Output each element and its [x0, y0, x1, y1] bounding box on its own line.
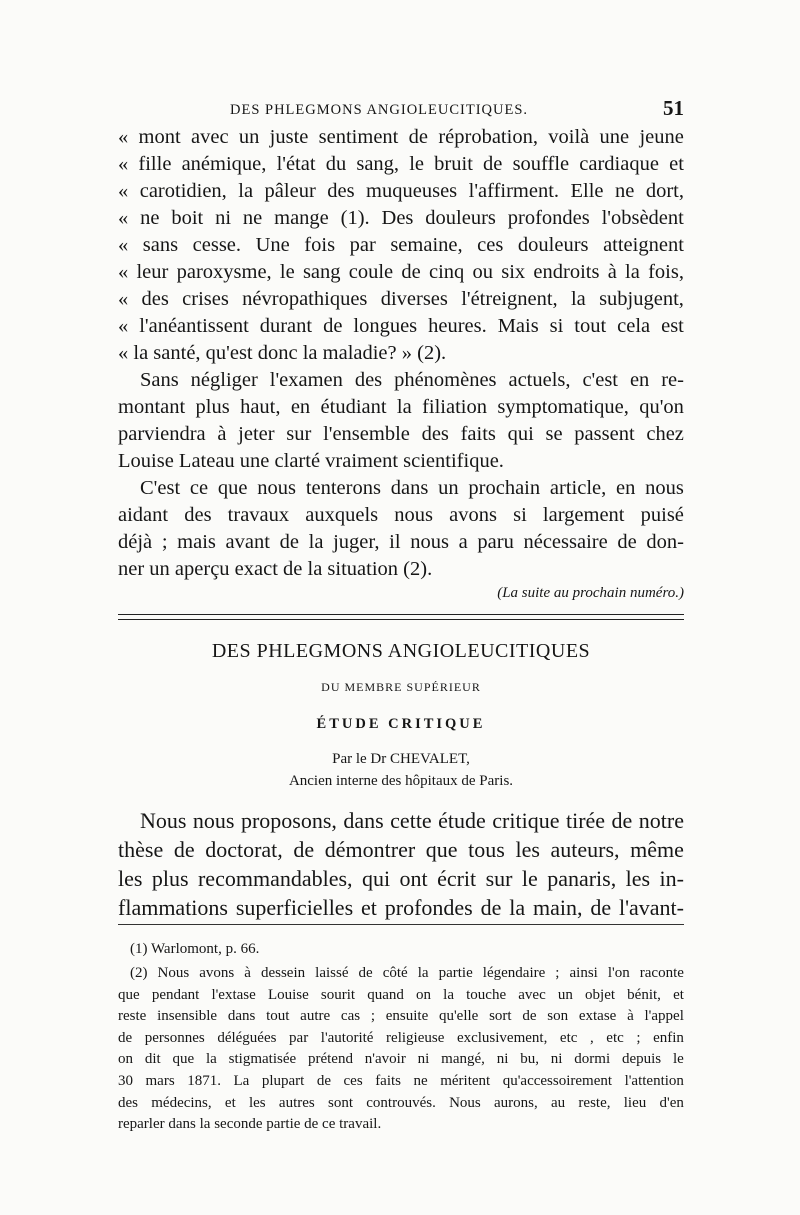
quote-line: « ne boit ni ne mange (1). Des douleurs profondes l'obsèdent	[118, 207, 684, 229]
section-divider-top	[118, 614, 684, 615]
footnote-line: que pendant l'extase Louise sourit quand on la touche avec un objet bénit, et	[118, 986, 684, 1003]
footnote-line: des médecins, et les autres sont controuvés. Nous aurons, au reste, lieu d'en	[118, 1094, 684, 1111]
article-subtitle: DU MEMBRE SUPÉRIEUR	[321, 680, 481, 694]
footnote-line: on dit que la stigmatisée prétend n'avoir ni mangé, ni bu, ni dormi depuis le	[118, 1051, 684, 1068]
quote-line: « des crises névropathiques diverses l'étreignent, la subjugent,	[118, 288, 684, 310]
intro-line: flammations superficielles et profondes de la main, de l'avant-	[118, 895, 684, 920]
quote-line: « l'anéantissent durant de longues heures. Mais si tout cela est	[118, 315, 684, 337]
footnote-2	[118, 963, 684, 1136]
quote-line: « carotidien, la pâleur des muqueuses l'affirment. Elle ne dort,	[118, 180, 684, 202]
footnote-line: (1) Warlomont, p. 66.	[130, 941, 260, 957]
running-title: DES PHLEGMONS ANGIOLEUCITIQUES.	[230, 102, 529, 118]
footnote-1	[118, 939, 684, 961]
intro-line: Nous nous proposons, dans cette étude critique tirée de notre	[140, 808, 684, 833]
intro-line: thèse de doctorat, de démontrer que tous les auteurs, même	[118, 837, 684, 862]
article-author: Par le Dr CHEVALET,	[332, 751, 470, 767]
paragraph-line: Louise Lateau une clarté vraiment scientifique.	[118, 450, 504, 472]
article-intro-paragraph	[118, 806, 684, 922]
footnote-line: (2) Nous avons à dessein laissé de côté la partie légendaire ; ainsi l'on raconte	[130, 965, 684, 981]
paragraph-line: C'est ce que nous tenterons dans un prochain article, en nous	[140, 477, 684, 499]
section-divider-bottom	[118, 619, 684, 620]
paragraph-prochain-article	[118, 475, 684, 583]
continuation-note: (La suite au prochain numéro.)	[497, 585, 684, 601]
paragraph-filiation	[118, 367, 684, 475]
article-section-label: ÉTUDE CRITIQUE	[316, 716, 486, 732]
paragraph-line: montant plus haut, en étudiant la filiation symptomatique, qu'on	[118, 396, 684, 418]
page-number: 51	[663, 96, 684, 120]
quote-line: « sans cesse. Une fois par semaine, ces douleurs atteignent	[118, 234, 684, 256]
footnote-line: 30 mars 1871. La plupart de ces faits ne méritent qu'accessoirement l'attention	[118, 1072, 684, 1089]
paragraph-line: parviendra à jeter sur l'ensemble des faits qui se passent chez	[118, 423, 684, 445]
quote-line: « leur paroxysme, le sang coule de cinq ou six endroits à la fois,	[118, 261, 684, 283]
quote-line: « mont avec un juste sentiment de réprobation, voilà une jeune	[118, 126, 684, 148]
footnote-line: de personnes déléguées par l'autorité religieuse exclusivement, etc , etc ; enfin	[118, 1029, 684, 1046]
quote-line: « fille anémique, l'état du sang, le bruit de souffle cardiaque et	[118, 153, 684, 175]
running-head	[118, 96, 684, 124]
quote-line: « la santé, qu'est donc la maladie? » (2).	[118, 342, 447, 364]
article-title: DES PHLEGMONS ANGIOLEUCITIQUES	[211, 640, 591, 662]
footnote-line: reparler dans la seconde partie de ce travail.	[118, 1116, 382, 1133]
intro-line: les plus recommandables, qui ont écrit sur le panaris, les in-	[118, 866, 684, 891]
paragraph-line: déjà ; mais avant de la juger, il nous a paru nécessaire de don-	[118, 531, 684, 553]
footnote-divider	[118, 924, 684, 925]
paragraph-line: aidant des travaux auxquels nous avons si largement puisé	[118, 504, 684, 526]
article-author-affiliation: Ancien interne des hôpitaux de Paris.	[288, 773, 514, 789]
paragraph-line: ner un aperçu exact de la situation (2).	[118, 558, 433, 580]
footnote-line: reste insensible dans tout autre cas ; ensuite qu'elle sort de son extase à l'appel	[118, 1008, 684, 1025]
paragraph-line: Sans négliger l'examen des phénomènes actuels, c'est en re-	[140, 369, 684, 391]
quotation-block	[118, 124, 684, 367]
